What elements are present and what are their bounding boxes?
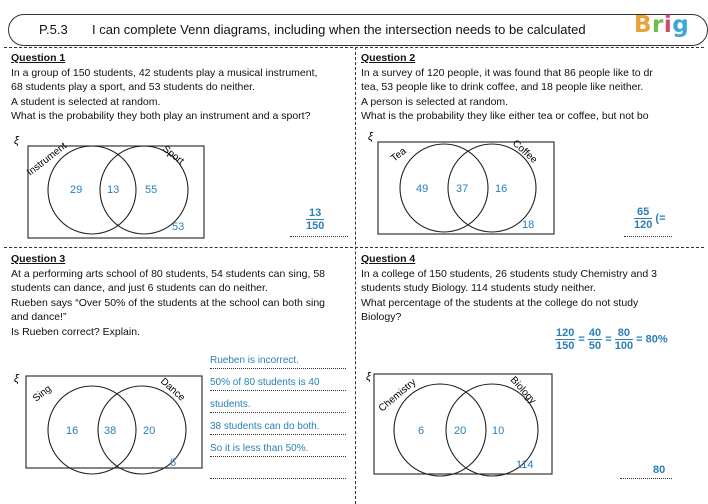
question-1-line: 68 students play a sport, and 53 students do neither.: [11, 81, 256, 93]
middle-divider: [4, 247, 704, 248]
top-divider: [4, 47, 704, 48]
right-only-value: 55: [145, 184, 158, 196]
neither-value: 18: [522, 219, 535, 231]
venn-diagram-q3: [14, 368, 204, 478]
working-denominator: 150: [556, 340, 575, 352]
explanation-line: Rueben is incorrect.: [210, 353, 346, 369]
answer-numerator: 13: [306, 207, 324, 220]
question-2-line: In a survey of 120 people, it was found that 86 people like to dr: [361, 66, 653, 79]
explanation-line: students.: [210, 397, 346, 413]
intersection-value: 37: [456, 183, 469, 195]
question-1-title: Question 1: [11, 52, 66, 64]
question-4-line: students study Biology. 114 students study neither.: [361, 282, 596, 294]
question-4-title: Question 4: [361, 253, 416, 265]
left-set-label: Chemistry: [376, 376, 419, 415]
venn-diagram-q2: [368, 128, 558, 238]
question-1-line: What is the probability they both play an instrument and a sport?: [11, 110, 311, 122]
answer-line: [290, 236, 348, 237]
working-result: = 80%: [636, 333, 668, 346]
question-4-line: In a college of 150 students, 26 students study Chemistry and 3: [361, 267, 657, 280]
question-3-line: At a performing arts school of 80 students, 54 students can sing, 58: [11, 267, 326, 280]
question-1-line: In a group of 150 students, 42 students play a musical instrument,: [11, 66, 318, 79]
question-2-line: What is the probability they like either tea or coffee, but not bo: [361, 110, 649, 122]
answer-continuation: (=: [655, 212, 666, 225]
universal-set-symbol: ξ: [368, 131, 373, 143]
neither-value: 53: [172, 221, 185, 233]
question-4-answer: 80: [653, 464, 666, 476]
question-2-line: tea, 53 people like to drink coffee, and 18 people like neither.: [361, 81, 644, 93]
answer-line: [620, 478, 672, 479]
right-only-value: 16: [495, 183, 508, 195]
left-set-circle: [48, 146, 136, 234]
venn-diagram-q1: [14, 132, 204, 242]
question-2-answer: [634, 206, 666, 231]
working-denominator: 50: [588, 340, 602, 352]
left-set-label: Sing: [31, 383, 54, 405]
question-4: [361, 252, 691, 325]
left-set-circle: [48, 386, 136, 474]
intersection-value: 20: [454, 425, 467, 437]
answer-numerator: 65: [634, 206, 652, 219]
right-set-label: Dance: [157, 376, 187, 404]
right-set-label: Sport: [160, 143, 186, 168]
left-set-circle: [400, 144, 488, 232]
question-2-title: Question 2: [361, 52, 416, 64]
right-only-value: 10: [492, 425, 505, 437]
right-set-label: Biology: [507, 374, 538, 407]
question-3-line: students can dance, and just 6 students can do neither.: [11, 282, 268, 294]
left-set-circle: [394, 384, 486, 476]
answer-denominator: 150: [306, 220, 325, 232]
universal-set-symbol: ξ: [14, 373, 19, 385]
question-4-line: What percentage of the students at the college do not study: [361, 296, 639, 309]
question-2-line: A person is selected at random.: [361, 95, 509, 108]
left-only-value: 29: [70, 184, 83, 196]
question-3: [11, 252, 356, 339]
lesson-title: I can complete Venn diagrams, including when the intersection needs to be calculated: [92, 22, 586, 37]
left-set-label: Instrument: [25, 140, 70, 179]
question-3-line: and dance!”: [11, 311, 67, 323]
lesson-code: P.5.3: [39, 22, 68, 37]
working-numerator: 120: [556, 327, 575, 339]
question-1-line: A student is selected at random.: [11, 95, 161, 108]
explanation-line: So it is less than 50%.: [210, 441, 346, 457]
brand-logo: Brig: [634, 12, 690, 38]
question-3-line: Rueben says “Over 50% of the students at the school can both sing: [11, 296, 326, 309]
working-numerator: 40: [588, 327, 602, 339]
working-denominator: 100: [614, 340, 634, 352]
right-set-label: Coffee: [509, 138, 540, 166]
working-numerator: 80: [615, 327, 633, 340]
question-1: [11, 51, 356, 124]
equals-sign: =: [605, 333, 612, 346]
question-4-working: [555, 327, 668, 352]
question-2: [361, 51, 691, 124]
intersection-value: 38: [104, 425, 117, 437]
question-3-line: Is Rueben correct? Explain.: [11, 325, 140, 338]
neither-value: 6: [170, 457, 177, 469]
question-3-title: Question 3: [11, 253, 66, 265]
universal-set-symbol: ξ: [14, 135, 19, 147]
left-only-value: 6: [418, 425, 425, 437]
explanation-line: [210, 463, 346, 479]
venn-diagram-q4: [366, 368, 556, 478]
universal-set-symbol: ξ: [366, 371, 371, 383]
intersection-value: 13: [107, 184, 120, 196]
left-only-value: 49: [416, 183, 429, 195]
lesson-header: [8, 14, 708, 46]
neither-value: 114: [516, 459, 534, 471]
question-4-line: Biology?: [361, 311, 402, 323]
answer-denominator: 120: [634, 219, 653, 231]
equals-sign: =: [578, 333, 585, 346]
answer-line: [624, 236, 672, 237]
explanation-line: 50% of 80 students is 40: [210, 375, 346, 391]
left-only-value: 16: [66, 425, 79, 437]
question-1-answer: [306, 207, 324, 232]
explanation-line: 38 students can do both.: [210, 419, 346, 435]
right-only-value: 20: [143, 425, 156, 437]
left-set-label: Tea: [389, 145, 409, 165]
